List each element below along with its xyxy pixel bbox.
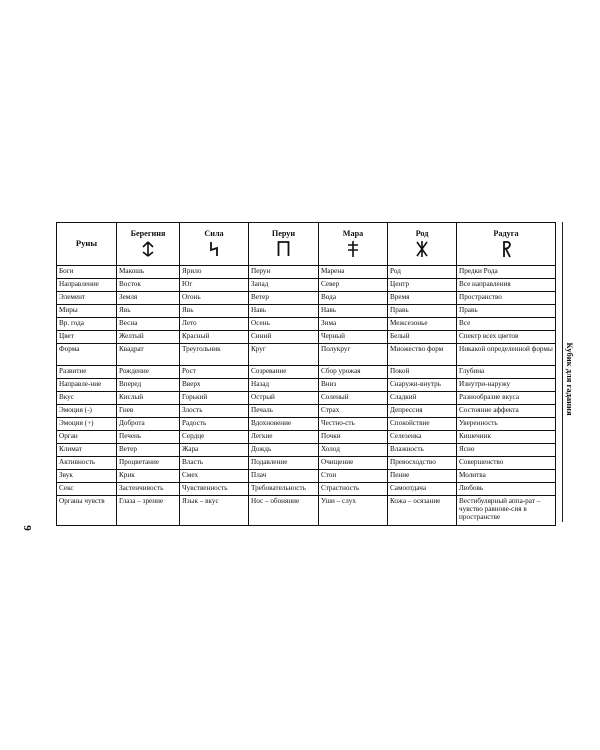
table-row [57,344,556,366]
table-cell: Явь [117,305,180,318]
table-cell: Земля [117,292,180,305]
table-cell: Изнутри-наружу [457,379,556,392]
row-label: Орган [57,431,117,444]
header-berehynia [117,223,180,266]
table-cell: Правь [457,305,556,318]
table-cell: Сердце [180,431,249,444]
row-label: Активность [57,457,117,470]
row-label: Направление [57,279,117,292]
table-cell: Желтый [117,331,180,344]
table-cell: Никакой определенной формы [457,344,556,366]
table-cell: Юг [180,279,249,292]
table-cell: Спектр всех цветов [457,331,556,344]
row-label: Форма [57,344,117,366]
table-cell: Огонь [180,292,249,305]
table-cell: Состояние аффекта [457,405,556,418]
running-head-text: Кубик для гадания [565,342,575,416]
header-rod-label: Род [415,228,429,238]
raduga-rune-icon [457,239,555,259]
table-cell: Смех [180,470,249,483]
table-cell: Вперед [117,379,180,392]
row-label: Цвет [57,331,117,344]
table-cell: Рост [180,366,249,379]
table-cell: Вдохновение [249,418,319,431]
table-row [57,418,556,431]
table-cell: Полукруг [319,344,388,366]
berehynia-rune-icon [117,239,179,259]
table-cell: Честно-сть [319,418,388,431]
table-cell: Разнообразие вкуса [457,392,556,405]
table-cell: Множество форм [388,344,457,366]
table-cell: Пространство [457,292,556,305]
table-cell: Стон [319,470,388,483]
table-cell: Подавление [249,457,319,470]
table-cell: Созревание [249,366,319,379]
table-cell: Ветер [249,292,319,305]
table-cell: Уши – слух [319,496,388,526]
table-cell: Навь [319,305,388,318]
table-cell: Превосходство [388,457,457,470]
table-cell: Язык – вкус [180,496,249,526]
header-raduga [457,223,556,266]
table-cell: Холод [319,444,388,457]
header-perun [249,223,319,266]
table-cell: Черный [319,331,388,344]
table-cell: Чувственность [180,483,249,496]
table-cell: Осень [249,318,319,331]
header-mara-label: Мара [342,228,364,238]
table-cell: Все [457,318,556,331]
table-cell: Север [319,279,388,292]
table-row [57,331,556,344]
header-raduga-label: Радуга [493,228,519,238]
row-label: Климат [57,444,117,457]
table-cell: Страх [319,405,388,418]
table-cell: Красный [180,331,249,344]
table-cell: Острый [249,392,319,405]
table-cell: Все направления [457,279,556,292]
table-cell: Легкие [249,431,319,444]
table-cell: Треугольник [180,344,249,366]
rune-correspondence-table [56,222,556,526]
table-row [57,266,556,279]
table-cell: Покой [388,366,457,379]
table-cell: Сладкий [388,392,457,405]
table-cell: Ветер [117,444,180,457]
table-cell: Страстность [319,483,388,496]
row-label: Звук [57,470,117,483]
row-label: Эмоция (+) [57,418,117,431]
header-sila [180,223,249,266]
table-cell: Власть [180,457,249,470]
table-cell: Явь [180,305,249,318]
header-perun-label: Перун [271,228,296,238]
table-cell: Уверенность [457,418,556,431]
table-cell: Глубина [457,366,556,379]
table-cell: Дождь [249,444,319,457]
table-body [57,266,556,526]
table-cell: Квадрат [117,344,180,366]
table-cell: Центр [388,279,457,292]
table-cell: Предки Рода [457,266,556,279]
table-row [57,431,556,444]
table-cell: Вестибулярный аппа-рат – чувство равнове-сия в пространстве [457,496,556,526]
row-label: Боги [57,266,117,279]
table-cell: Почки [319,431,388,444]
table-row [57,457,556,470]
table-cell: Назад [249,379,319,392]
table-cell: Селезенка [388,431,457,444]
side-divider [562,222,563,522]
table-cell: Сбор урожая [319,366,388,379]
header-berehynia-label: Берегиня [130,228,166,238]
table-cell: Процветание [117,457,180,470]
table-cell: Злость [180,405,249,418]
table-cell: Кожа – осязание [388,496,457,526]
table-row [57,470,556,483]
table-cell: Весна [117,318,180,331]
table-cell: Соленый [319,392,388,405]
table-cell: Горький [180,392,249,405]
table-cell: Ясно [457,444,556,457]
table-cell: Кишечник [457,431,556,444]
perun-rune-icon [249,239,318,259]
table-cell: Марена [319,266,388,279]
table-cell: Рождение [117,366,180,379]
table-cell: Ярило [180,266,249,279]
table-cell: Снаружи-внутрь [388,379,457,392]
table-row [57,405,556,418]
table-cell: Время [388,292,457,305]
row-label: Вкус [57,392,117,405]
row-label: Развитие [57,366,117,379]
table-cell: Спокойствие [388,418,457,431]
table-row [57,379,556,392]
table-cell: Навь [249,305,319,318]
table-cell: Крик [117,470,180,483]
table-cell: Жара [180,444,249,457]
table-row [57,483,556,496]
table-cell: Печень [117,431,180,444]
table-cell: Очищение [319,457,388,470]
table-cell: Правь [388,305,457,318]
table-cell: Запад [249,279,319,292]
table-cell: Плач [249,470,319,483]
table-row [57,392,556,405]
table-cell: Любовь [457,483,556,496]
table-cell: Влажность [388,444,457,457]
row-label: Органы чувств [57,496,117,526]
table-row [57,366,556,379]
table-cell: Макошь [117,266,180,279]
table-cell: Молитва [457,470,556,483]
table-row [57,496,556,526]
mara-rune-icon [319,239,387,259]
table-cell: Гнев [117,405,180,418]
header-runes: Руны [57,223,117,266]
table-cell: Вверх [180,379,249,392]
table-cell: Род [388,266,457,279]
table-cell: Вода [319,292,388,305]
table-header-row [57,223,556,266]
table-cell: Депрессия [388,405,457,418]
table-cell: Вниз [319,379,388,392]
table-cell: Самоотдача [388,483,457,496]
table-cell: Радость [180,418,249,431]
table-cell: Совершенство [457,457,556,470]
header-rod [388,223,457,266]
table-cell: Застенчивость [117,483,180,496]
header-mara [319,223,388,266]
row-label: Направле-ние [57,379,117,392]
table-row [57,279,556,292]
table-cell: Лето [180,318,249,331]
header-sila-label: Сила [204,228,224,238]
table-row [57,318,556,331]
rod-rune-icon [388,239,456,259]
sila-rune-icon [180,239,248,259]
table-cell: Глаза – зрение [117,496,180,526]
table-cell: Доброта [117,418,180,431]
table-cell: Зима [319,318,388,331]
row-label: Эмоция (-) [57,405,117,418]
table-cell: Восток [117,279,180,292]
table-cell: Кислый [117,392,180,405]
table-cell: Круг [249,344,319,366]
table-cell: Перун [249,266,319,279]
table-row [57,292,556,305]
table-cell: Межсезонье [388,318,457,331]
row-label: Секс [57,483,117,496]
table-cell: Белый [388,331,457,344]
row-label: Миры [57,305,117,318]
table-cell: Печаль [249,405,319,418]
page-number: 9 [20,525,33,531]
table-row [57,305,556,318]
row-label: Элемент [57,292,117,305]
table-cell: Пение [388,470,457,483]
table-row [57,444,556,457]
row-label: Вр. года [57,318,117,331]
table-cell: Нос – обоняние [249,496,319,526]
table-cell: Синий [249,331,319,344]
table-cell: Требовательность [249,483,319,496]
